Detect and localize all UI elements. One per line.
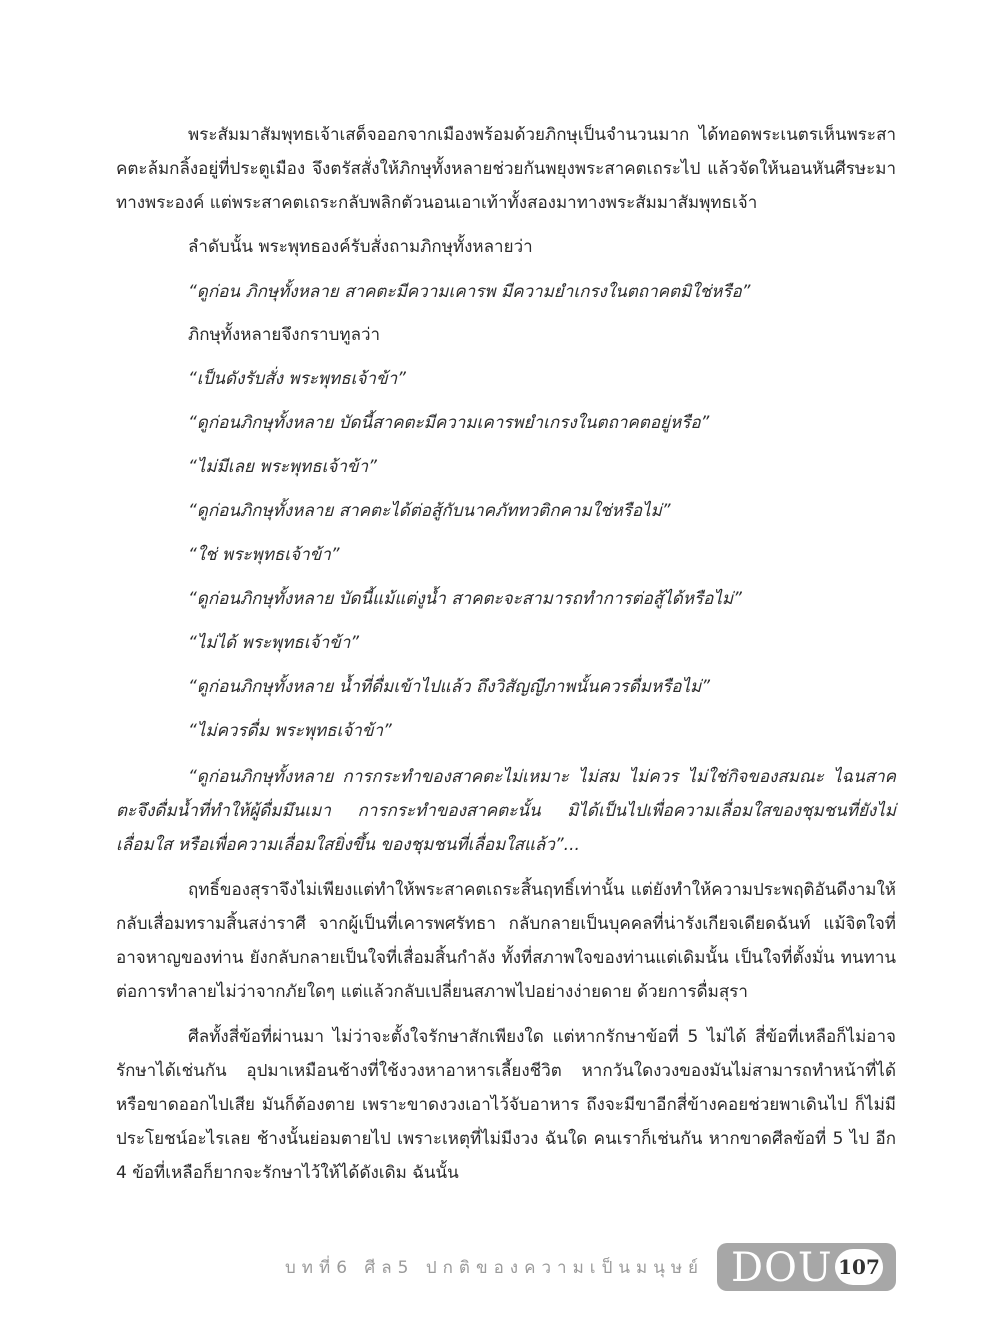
paragraph-commentary: ฤทธิ์ของสุราจึงไม่เพียงแต่ทำให้พระสาคตเถระสิ้นฤทธิ์เท่านั้น แต่ยังทำให้ความประพฤติอันดีงามให้กลับเสื่อมทรามสิ้นสง่าราศี จากผู้เป็นที่เคารพศรัทธา กลับกลายเป็นบุคคลที่น่ารังเกียจเดียดฉันท์ แม้จิตใจที่อาจหาญของท่าน ยังกลับกลายเป็นใจที่เสื่อมสิ้นกำลัง ทั้งที่สภาพใจของท่านแต่เดิมนั้น เป็นใจที่ตั้งมั่น ทนทานต่อการทำลายไม่ว่าจากภัยใดๆ แต่แล้วกลับเปลี่ยนสภาพไปอย่างง่ายดาย ด้วยการดื่มสุรา bbox=[116, 880, 896, 1002]
dialogue-line: “ไม่มีเลย พระพุทธเจ้าข้า” bbox=[188, 457, 377, 477]
page-footer bbox=[0, 1236, 1000, 1296]
dialogue-line: “ดูก่อนภิกษุทั้งหลาย น้ำที่ดื่มเข้าไปแล้ว ถึงวิสัญญีภาพนั้นควรดื่มหรือไม่” bbox=[188, 677, 711, 697]
chapter-title: บทที่6 ศีล5 ปกติของความเป็นมนุษย์ bbox=[285, 1258, 704, 1278]
dialogue-line: “ดูก่อนภิกษุทั้งหลาย บัดนี้สาคตะมีความเคารพยำเกรงในตถาคตอยู่หรือ” bbox=[188, 413, 710, 433]
dialogue-line: “เป็นดังรับสั่ง พระพุทธเจ้าข้า” bbox=[188, 369, 406, 389]
dialogue-line: “ไม่ได้ พระพุทธเจ้าข้า” bbox=[188, 633, 360, 653]
dialogue-line: “ใช่ พระพุทธเจ้าข้า” bbox=[188, 545, 340, 565]
dialogue-line: “ไม่ควรดื่ม พระพุทธเจ้าข้า” bbox=[188, 721, 392, 741]
dou-badge bbox=[717, 1243, 896, 1291]
paragraph-commentary: ศีลทั้งสี่ข้อที่ผ่านมา ไม่ว่าจะตั้งใจรักษาสักเพียงใด แต่หากรักษาข้อที่ 5 ไม่ได้ สี่ข้อที่เหลือก็ไม่อาจรักษาได้เช่นกัน อุปมาเหมือนช้างที่ใช้งวงหาอาหารเลี้ยงชีวิต หากวันใดงวงของมันไม่สามารถทำหน้าที่ได้ หรือขาดออกไปเสีย มันก็ต้องตาย เพราะขาดงวงเอาไว้จับอาหาร ถึงจะมีขาอีกสี่ข้างคอยช่วยพาเดินไป ก็ไม่มีประโยชน์อะไรเลย ช้างนั้นย่อมตายไป เพราะเหตุที่ไม่มีงวง ฉันใด คนเราก็เช่นกัน หากขาดศีลข้อที่ 5 ไป อีก 4 ข้อที่เหลือก็ยากจะรักษาไว้ให้ได้ดังเดิม ฉันนั้น bbox=[116, 1027, 896, 1183]
paragraph-narration: ลำดับนั้น พระพุทธองค์รับสั่งถามภิกษุทั้งหลายว่า bbox=[188, 237, 533, 257]
paragraph-opening: พระสัมมาสัมพุทธเจ้าเสด็จออกจากเมืองพร้อมด้วยภิกษุเป็นจำนวนมาก ได้ทอดพระเนตรเห็นพระสาคตะล้มกลิ้งอยู่ที่ประตูเมือง จึงตรัสสั่งให้ภิกษุทั้งหลายช่วยกันพยุงพระสาคตเถระไป แล้วจัดให้นอนหันศีรษะมาทางพระองค์ แต่พระสาคตเถระกลับพลิกตัวนอนเอาเท้าทั้งสองมาทางพระสัมมาสัมพุทธเจ้า bbox=[116, 125, 896, 213]
dialogue-line: “ดูก่อนภิกษุทั้งหลาย บัดนี้แม้แต่งูน้ำ สาคตะจะสามารถทำการต่อสู้ได้หรือไม่” bbox=[188, 589, 742, 609]
dialogue-paragraph: “ดูก่อนภิกษุทั้งหลาย การกระทำของสาคตะไม่เหมาะ ไม่สม ไม่ควร ไม่ใช่กิจของสมณะ ไฉนสาคตะจึงดื่มน้ำที่ทำให้ผู้ดื่มมึนเมา การกระทำของสาคตะนั้น มิได้เป็นไปเพื่อความเลื่อมใสของชุมชนที่ยังไม่เลื่อมใส หรือเพื่อความเลื่อมใสยิ่งขึ้น ของชุมชนที่เลื่อมใสแล้ว”... bbox=[116, 767, 896, 855]
page-number: 107 bbox=[835, 1249, 883, 1285]
dialogue-line: “ดูก่อนภิกษุทั้งหลาย สาคตะได้ต่อสู้กับนาคภัททวติกคามใช่หรือไม่” bbox=[188, 501, 671, 521]
paragraph-narration: ภิกษุทั้งหลายจึงกราบทูลว่า bbox=[188, 325, 381, 345]
dialogue-line: “ดูก่อน ภิกษุทั้งหลาย สาคตะมีความเคารพ มีความยำเกรงในตถาคตมิใช่หรือ” bbox=[188, 282, 751, 302]
dou-logo: DOU bbox=[731, 1245, 833, 1291]
